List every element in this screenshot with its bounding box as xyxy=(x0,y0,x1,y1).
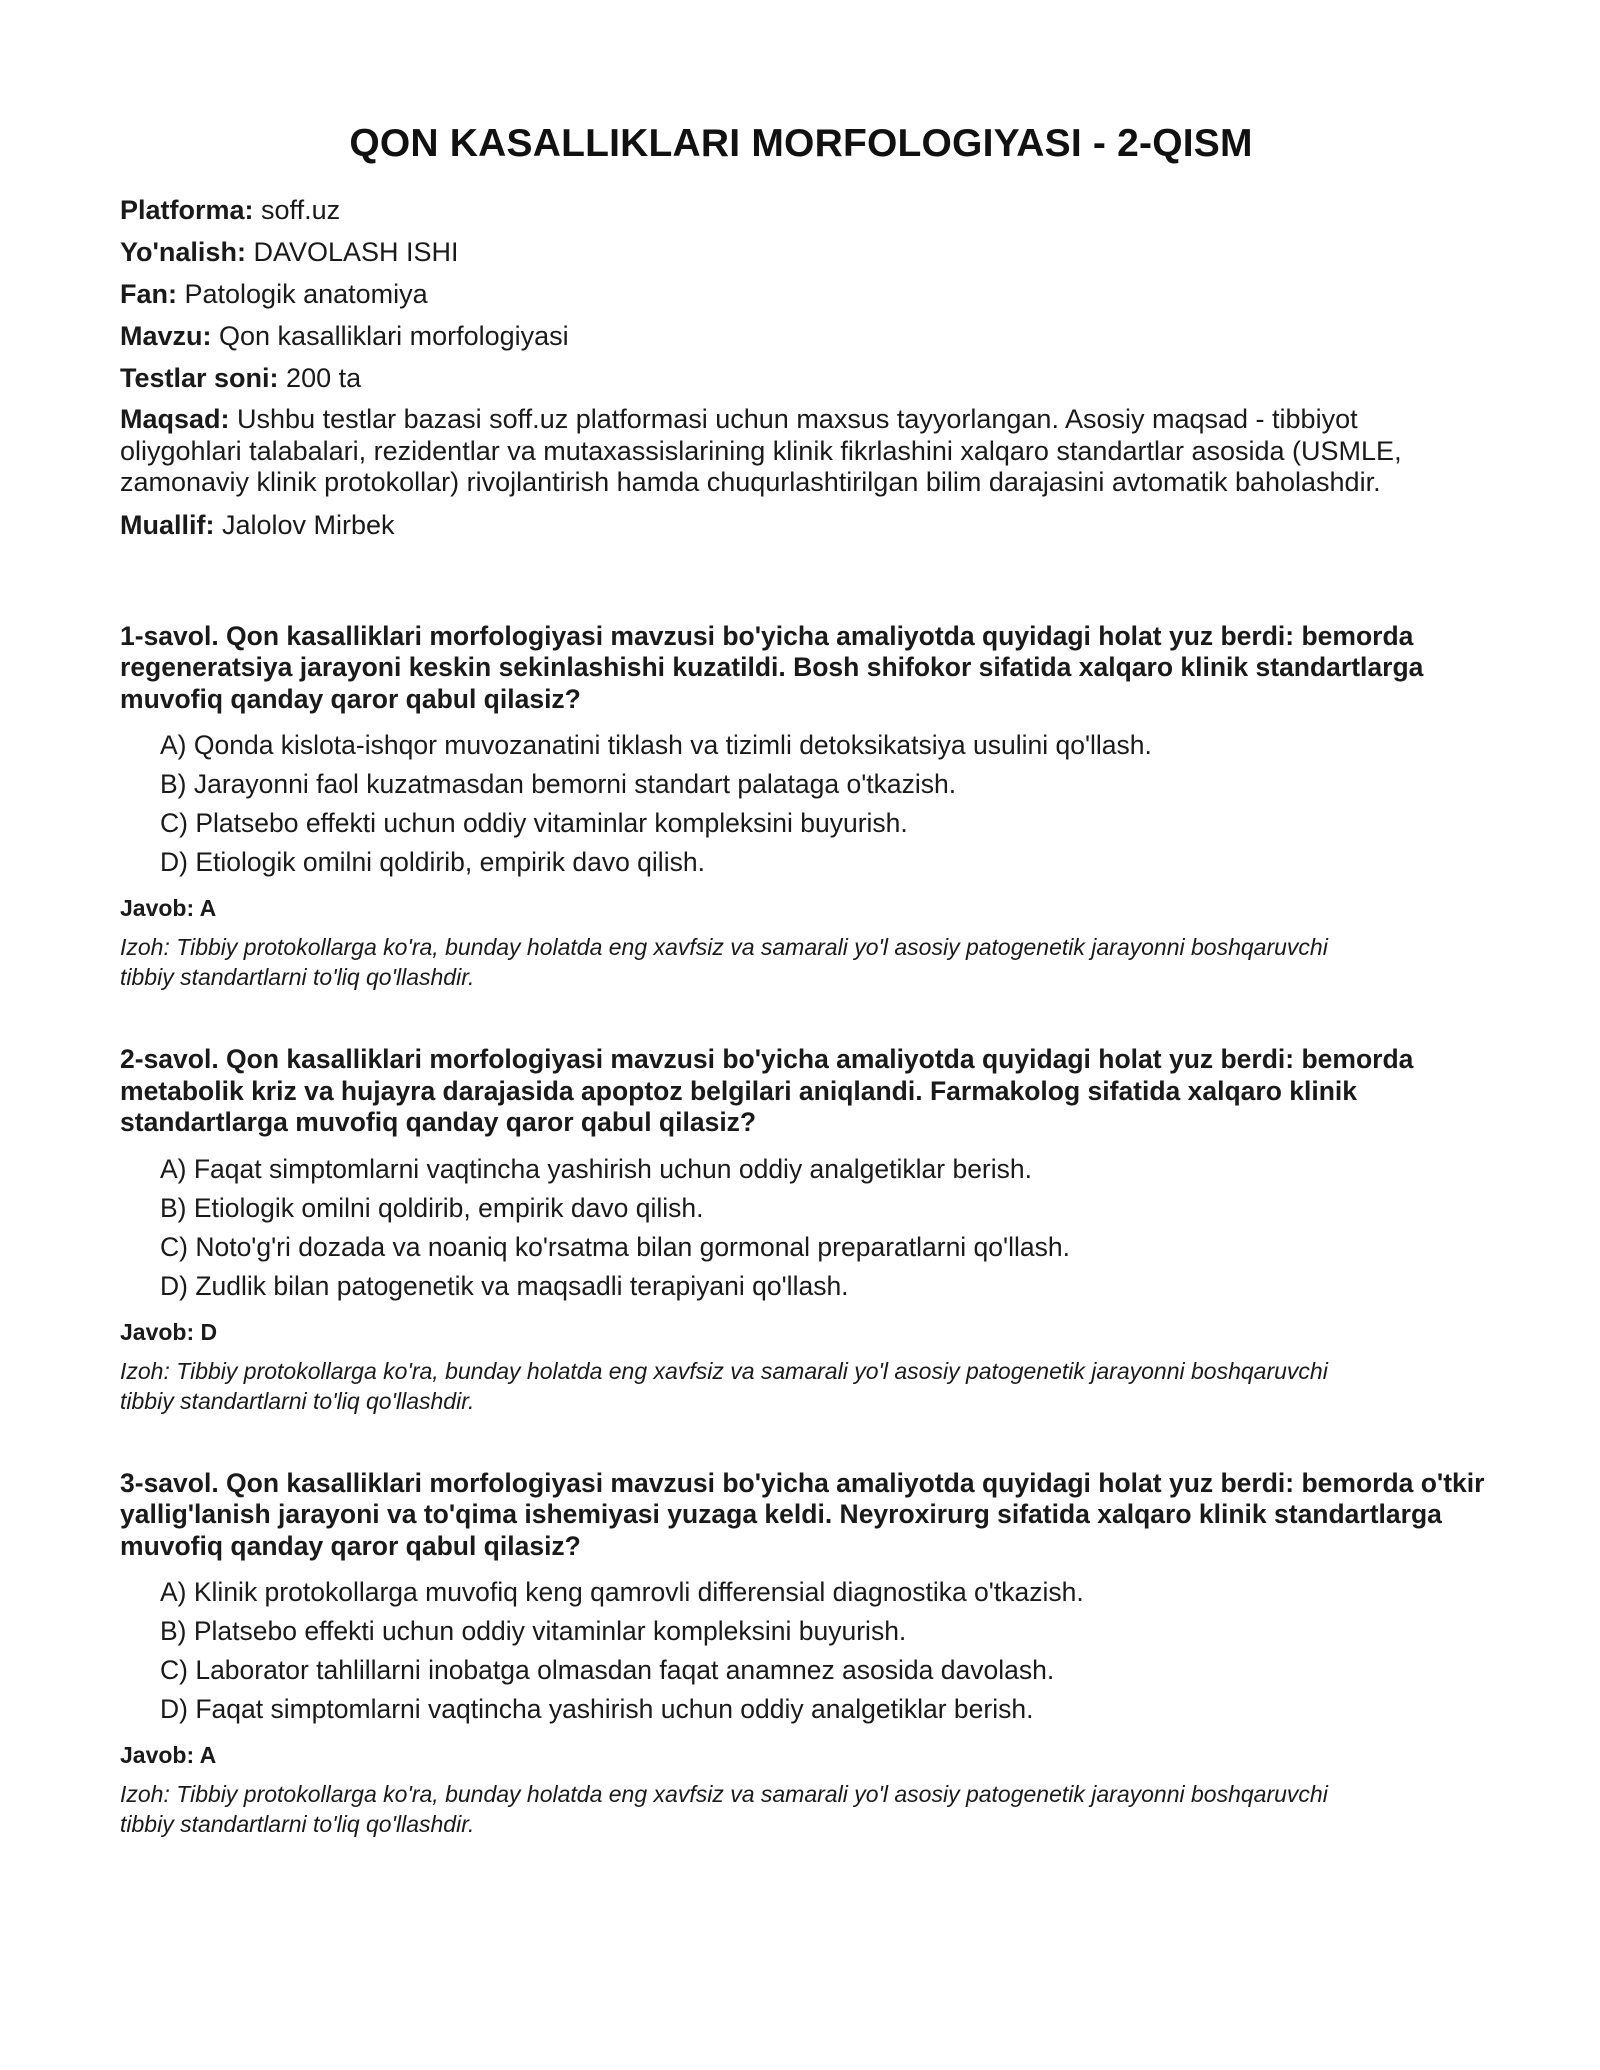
answer-label: Javob: D xyxy=(120,1318,218,1345)
meta-value: DAVOLASH ISHI xyxy=(245,237,459,267)
explanation-note: Izoh: Tibbiy protokollarga ko'ra, bunday holatda eng xavfsiz va samarali yo'l asosiy patogenetik jarayonni boshqaruvchi tibbiy standartlarni to'liq qo'llashdir. xyxy=(120,934,1328,990)
question-1 xyxy=(120,621,1490,993)
meta-value: Qon kasalliklari morfologiyasi xyxy=(211,321,569,351)
option-d: D) Etiologik omilni qoldirib, empirik davo qilish. xyxy=(160,847,705,877)
answer-label: Javob: A xyxy=(120,1742,217,1768)
meta-test-count xyxy=(120,362,1490,394)
meta-topic xyxy=(120,320,1490,352)
meta-platform xyxy=(120,194,1490,226)
meta-value: 200 ta xyxy=(278,363,362,393)
option-a: A) Faqat simptomlarni vaqtincha yashirish uchun oddiy analgetiklar berish. xyxy=(160,1153,1032,1184)
meta-value: Ushbu testlar bazasi soff.uz platformasi uchun maxsus tayyorlangan. Asosiy maqsad - tibbiyot oliygohlari talabalari, rezidentlar va mutaxassislarining klinik fikrlashini xalqaro standartlar asosida (USMLE, zamonaviy klinik protokollar) rivojlantirish hamda chuqurlashtirilgan bilim darajasini avtomatik baholashdir. xyxy=(120,404,1402,497)
option-b: B) Etiologik omilni qoldirib, empirik davo qilish. xyxy=(160,1192,704,1223)
option-d: D) Faqat simptomlarni vaqtincha yashirish uchun oddiy analgetiklar berish. xyxy=(160,1694,1034,1724)
options-list xyxy=(160,1153,1490,1302)
answer-label: Javob: A xyxy=(120,895,217,921)
question-text: 1-savol. Qon kasalliklari morfologiyasi mavzusi bo'yicha amaliyotda quyidagi holat yuz berdi: bemorda regeneratsiya jarayoni keskin sekinlashishi kuzatildi. Bosh shifokor sifatida xalqaro klinik standartlarga muvofiq qanday qaror qabul qilasiz? xyxy=(120,620,1424,714)
meta-direction xyxy=(120,236,1490,268)
question-3 xyxy=(120,1468,1490,1840)
meta-key: Platforma: xyxy=(120,195,254,225)
explanation-note: Izoh: Tibbiy protokollarga ko'ra, bunday holatda eng xavfsiz va samarali yo'l asosiy patogenetik jarayonni boshqaruvchi tibbiy standartlarni to'liq qo'llashdir. xyxy=(120,1781,1328,1837)
options-list xyxy=(160,729,1490,878)
option-a: A) Qonda kislota-ishqor muvozanatini tiklash va tizimli detoksikatsiya usulini qo'llash. xyxy=(160,730,1152,760)
options-list xyxy=(160,1576,1490,1725)
option-c: C) Noto'g'ri dozada va noaniq ko'rsatma bilan gormonal preparatlarni qo'llash. xyxy=(160,1231,1070,1262)
question-text: 2-savol. Qon kasalliklari morfologiyasi mavzusi bo'yicha amaliyotda quyidagi holat yuz berdi: bemorda metabolik kriz va hujayra darajasida apoptoz belgilari aniqlandi. Farmakolog sifatida xalqaro klinik standartlarga muvofiq qanday qaror qabul qilasiz? xyxy=(120,1044,1414,1137)
question-text: 3-savol. Qon kasalliklari morfologiyasi mavzusi bo'yicha amaliyotda quyidagi holat yuz berdi: bemorda o'tkir yallig'lanish jarayoni va to'qima ishemiyasi yuzaga keldi. Neyroxirurg sifatida xalqaro klinik standartlarga muvofiq qanday qaror qabul qilasiz? xyxy=(120,1467,1485,1561)
meta-key: Yo'nalish: xyxy=(120,237,246,267)
meta-subject xyxy=(120,278,1490,310)
option-c: C) Platsebo effekti uchun oddiy vitaminlar kompleksini buyurish. xyxy=(160,808,908,838)
meta-key: Testlar soni: xyxy=(120,363,279,393)
meta-key: Muallif: xyxy=(120,509,215,540)
option-d: D) Zudlik bilan patogenetik va maqsadli terapiyani qo'llash. xyxy=(160,1270,849,1301)
option-b: B) Jarayonni faol kuzatmasdan bemorni standart palataga o'tkazish. xyxy=(160,769,957,799)
meta-key: Maqsad: xyxy=(120,404,230,434)
questions-list xyxy=(120,621,1490,1840)
document-page xyxy=(120,0,1490,1891)
meta-goal xyxy=(120,404,1460,499)
meta-value: Jalolov Mirbek xyxy=(214,509,395,540)
meta-key: Fan: xyxy=(120,279,177,309)
option-b: B) Platsebo effekti uchun oddiy vitaminlar kompleksini buyurish. xyxy=(160,1616,907,1646)
meta-value: soff.uz xyxy=(253,195,341,225)
option-c: C) Laborator tahlillarni inobatga olmasdan faqat anamnez asosida davolash. xyxy=(160,1655,1055,1685)
meta-key: Mavzu: xyxy=(120,321,212,351)
explanation-note: Izoh: Tibbiy protokollarga ko'ra, bunday holatda eng xavfsiz va samarali yo'l asosiy patogenetik jarayonni boshqaruvchi tibbiy standartlarni to'liq qo'llashdir. xyxy=(120,1357,1328,1414)
meta-section xyxy=(120,194,1490,541)
question-2 xyxy=(120,1044,1490,1416)
meta-value: Patologik anatomiya xyxy=(177,279,428,309)
option-a: A) Klinik protokollarga muvofiq keng qamrovli differensial diagnostika o'tkazish. xyxy=(160,1577,1084,1607)
document-title: QON KASALLIKLARI MORFOLOGIYASI - 2-QISM xyxy=(349,122,1253,165)
meta-author xyxy=(120,509,1490,541)
